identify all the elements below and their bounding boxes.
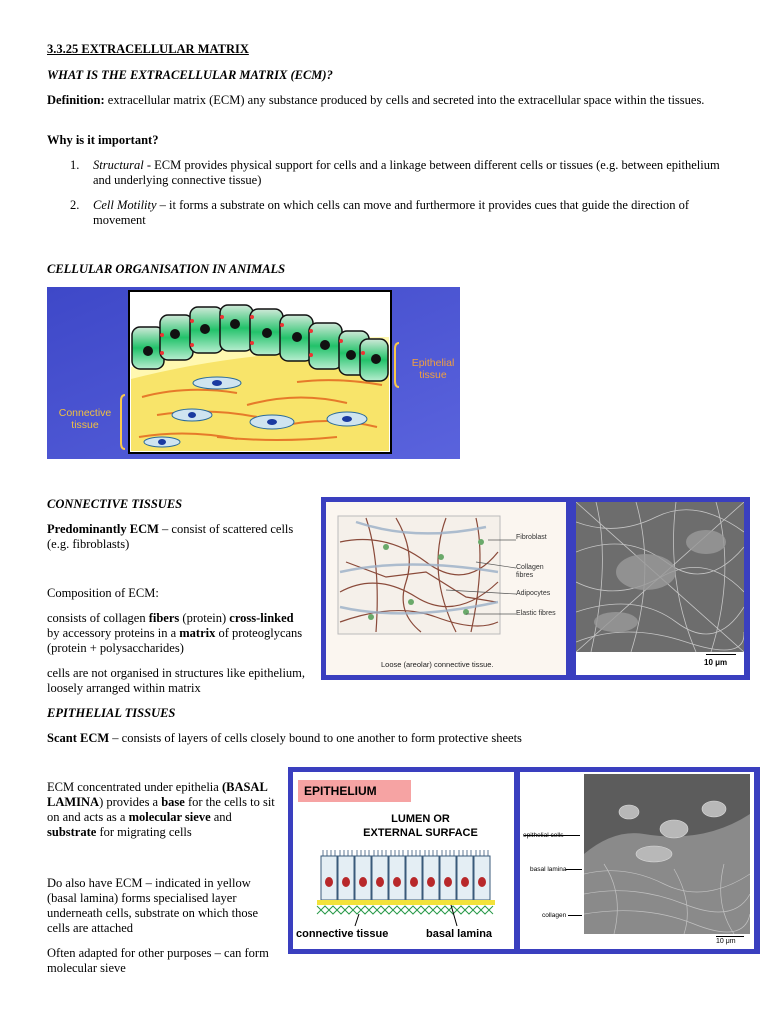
connective-p3-c: (protein) (179, 611, 230, 625)
micrograph-epithelial-label: epithelial cells (523, 832, 564, 839)
connective-p3-g: of proteoglycans (protein + polysaccharides) (47, 626, 303, 655)
micrograph-collagen-label: collagen (542, 912, 567, 919)
connective-tissue-caption: connective tissue (296, 928, 389, 940)
list-term-2: Cell Motility (93, 198, 157, 212)
cellular-organisation-diagram (47, 287, 460, 459)
epithelial-p2-e: for the cells to sit on and acts as a (47, 795, 275, 824)
figure-connective-tissue (321, 497, 750, 680)
section-cellular-heading: CELLULAR ORGANISATION IN ANIMALS (47, 262, 286, 276)
basal-lamina-caption: basal lamina (426, 928, 493, 940)
connective-p3-e: by accessory proteins in a (47, 626, 180, 640)
epithelium-scale-bar (716, 936, 744, 937)
section-connective-heading: CONNECTIVE TISSUES (47, 497, 183, 511)
epithelial-paragraph-3: Do also have ECM – indicated in yellow (basal lamina) forms specialised layer underneath cells, substrate on which those cells are attached (47, 876, 259, 935)
connective-p3-f: matrix (179, 626, 216, 640)
fibres-label: fibres (516, 572, 534, 579)
lumen-label-line-1: LUMEN OR (391, 813, 450, 825)
connective-label-line-2: tissue (71, 419, 99, 431)
epithelial-p2-d: base (161, 795, 185, 809)
definition-text: extracellular matrix (ECM) any substance produced by cells and secreted into the extracellular space within the tissues. (104, 93, 705, 107)
collagen-label: Collagen (516, 564, 544, 571)
micrograph-scale-bar (706, 654, 736, 655)
pointer-collagen (568, 915, 582, 916)
epithelium-scale-label: 10 μm (716, 938, 736, 945)
epithelium-drawing-panel (293, 772, 514, 949)
micrograph-scale-label: 10 μm (704, 658, 728, 667)
connective-paragraph-2: Composition of ECM: (47, 586, 159, 600)
epithelial-paragraph-2 (47, 780, 279, 840)
list-item-1 (93, 158, 723, 188)
list-text-1: - ECM provides physical support for cells and a linkage between different cells or tissues (e.g. between epithelium and underlying connective tissue) (93, 158, 720, 187)
fibroblast-label: Fibroblast (516, 534, 547, 541)
connective-p3-d: cross-linked (229, 611, 294, 625)
connective-paragraph-3 (47, 611, 309, 656)
connective-p1-text: – consist of scattered cells (e.g. fibroblasts) (47, 522, 294, 551)
epithelial-label-line-1: Epithelial (411, 357, 455, 369)
list-term-1: Structural (93, 158, 144, 172)
why-heading: Why is it important? (47, 133, 159, 147)
epithelium-title: EPITHELIUM (298, 780, 411, 802)
epithelial-label-line-2: tissue (419, 369, 447, 381)
epithelium-cells-diagram (293, 848, 514, 930)
lumen-label (333, 812, 508, 840)
connective-tissue-drawing-panel (326, 502, 566, 675)
epithelial-paragraph-4: Often adapted for other purposes – can form molecular sieve (47, 946, 269, 975)
connective-tissue-drawing (326, 502, 566, 675)
connective-tissue-label (51, 407, 119, 431)
definition-label: Definition: (47, 93, 105, 107)
list-item-2 (93, 198, 723, 228)
list-text-2: – it forms a substrate on which cells can move and furthermore it provides cues that guide the direction of movement (93, 198, 690, 227)
elastic-fibres-label: Elastic fibres (516, 610, 556, 617)
epithelial-p2-g: and (210, 810, 232, 824)
list-number-1: 1. (70, 158, 80, 172)
epithelial-tissue-label (403, 357, 463, 381)
pointer-basal (566, 869, 582, 870)
epithelial-p1-bold: Scant ECM (47, 731, 110, 745)
connective-label-line-1: Connective (58, 407, 112, 419)
connective-micrograph (576, 502, 744, 652)
micrograph-basal-label: basal lamina (530, 866, 567, 873)
connective-micrograph-panel (576, 502, 744, 675)
connective-paragraph-4: cells are not organised in structures like epithelium, loosely arranged within matrix (47, 666, 306, 695)
connective-paragraph-1 (47, 522, 309, 552)
pointer-epithelial (524, 835, 580, 836)
definition-paragraph (47, 93, 727, 108)
epithelial-p2-i: for migrating cells (96, 825, 192, 839)
page-heading: 3.3.25 EXTRACELLULAR MATRIX (47, 42, 249, 56)
connective-p3-a: consists of collagen (47, 611, 149, 625)
figure-epithelium (288, 767, 760, 954)
section-epithelial-heading: EPITHELIAL TISSUES (47, 706, 176, 720)
list-number-2: 2. (70, 198, 80, 212)
epithelial-p2-f: molecular sieve (128, 810, 211, 824)
question-heading: WHAT IS THE EXTRACELLULAR MATRIX (ECM)? (47, 68, 333, 82)
epithelial-p2-b: (BASAL LAMINA (47, 780, 268, 809)
epithelial-p2-c: ) provides a (99, 795, 162, 809)
epithelial-paragraph-1 (47, 731, 727, 746)
connective-figure-caption: Loose (areolar) connective tissue. (381, 660, 494, 669)
epithelial-p2-h: substrate (47, 825, 97, 839)
adipocytes-label: Adipocytes (516, 590, 551, 597)
epithelial-p1-text: – consists of layers of cells closely bound to one another to form protective sheets (109, 731, 522, 745)
epithelium-micrograph (584, 774, 750, 934)
epithelium-micrograph-panel (520, 772, 754, 949)
connective-p3-b: fibers (148, 611, 180, 625)
lumen-label-line-2: EXTERNAL SURFACE (363, 827, 478, 839)
figure-cellular-organisation (47, 287, 460, 459)
epithelial-p2-a: ECM concentrated under epithelia (47, 780, 222, 794)
connective-p1-bold: Predominantly ECM (47, 522, 159, 536)
